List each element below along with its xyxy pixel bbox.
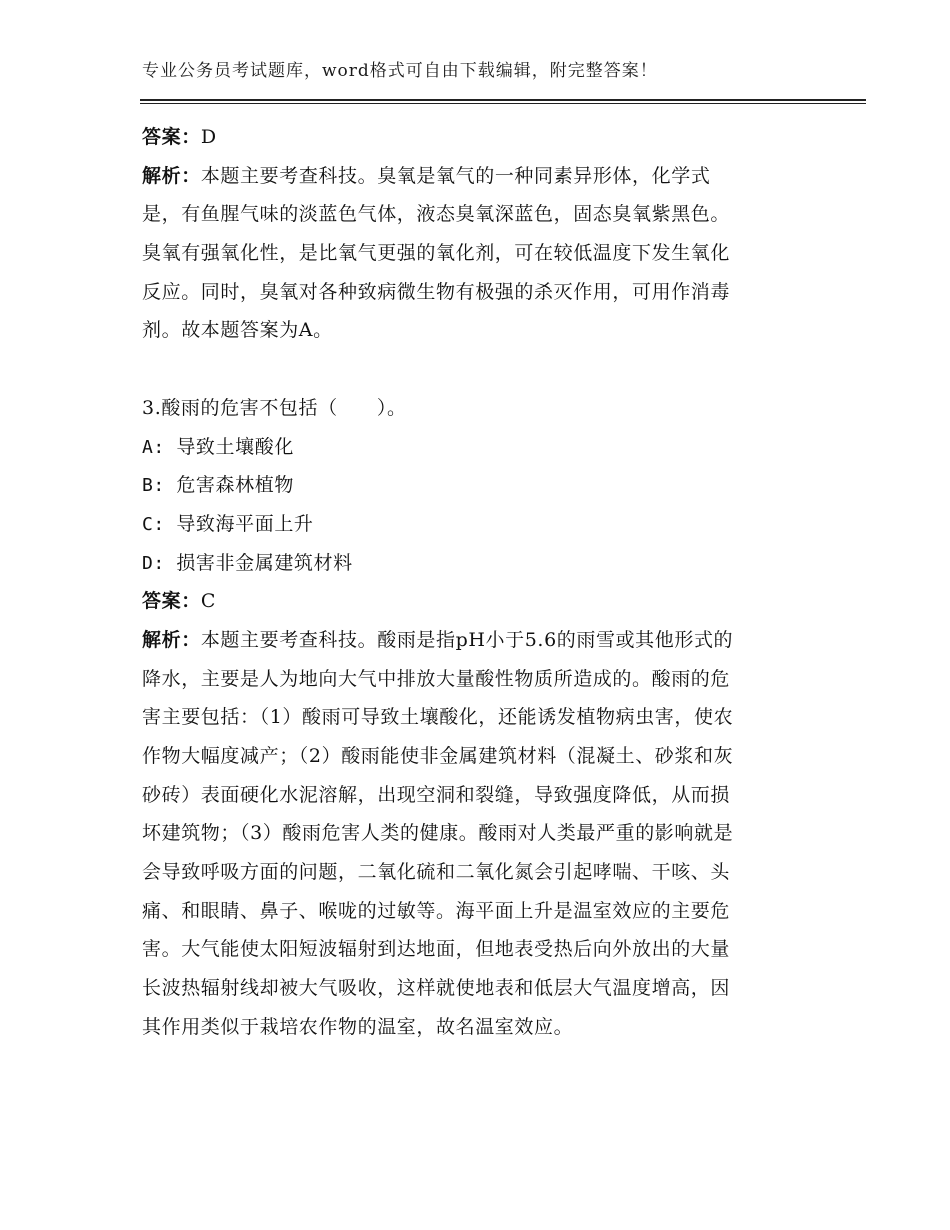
analysis-line: 会导致呼吸方面的问题，二氧化硫和二氧化氮会引起哮喘、干咳、头 <box>142 861 731 884</box>
answer-line <box>142 118 812 157</box>
analysis-line: 砂砖）表面硬化水泥溶解，出现空洞和裂缝，导致强度降低，从而损 <box>142 783 731 806</box>
analysis-label: 解析： <box>142 628 201 651</box>
analysis-line: 剂。故本题答案为A。 <box>142 319 333 342</box>
analysis-line: 长波热辐射线却被大气吸收，这样就使地表和低层大气温度增高，因 <box>142 977 731 1000</box>
header-rule-thick <box>140 99 866 101</box>
analysis-line <box>142 157 812 196</box>
page-header: 专业公务员考试题库，word格式可自由下载编辑，附完整答案！ <box>142 61 658 81</box>
option-key: C: <box>142 513 165 535</box>
analysis-line: 害主要包括：（1）酸雨可导致土壤酸化，还能诱发植物病虫害，使农 <box>142 706 734 729</box>
option-c <box>142 505 812 544</box>
answer-value: C <box>200 590 216 613</box>
analysis-line: 降水，主要是人为地向大气中排放大量酸性物质所造成的。酸雨的危 <box>142 667 731 690</box>
analysis-text: 本题主要考查科技。酸雨是指pH小于5.6的雨雪或其他形式的 <box>200 628 734 651</box>
analysis-line: 反应。同时，臭氧对各种致病微生物有极强的杀灭作用，可用作消毒 <box>142 280 731 303</box>
answer-value: D <box>200 126 217 148</box>
option-key: B: <box>142 475 165 497</box>
analysis-line: 作物大幅度减产；（2）酸雨能使非金属建筑材料（混凝土、砂浆和灰 <box>142 745 734 767</box>
option-key: A: <box>142 436 165 458</box>
answer-label: 答案： <box>142 590 201 613</box>
answer-label: 答案： <box>142 126 201 148</box>
option-text: 导致土壤酸化 <box>176 435 294 458</box>
analysis-line: 其作用类似于栽培农作物的温室，故名温室效应。 <box>142 1015 574 1038</box>
question-stem <box>142 389 812 428</box>
option-key: D: <box>142 552 165 574</box>
option-text: 损害非金属建筑材料 <box>176 551 353 574</box>
option-a <box>142 428 812 467</box>
option-b <box>142 466 812 505</box>
answer-line <box>142 582 812 621</box>
option-text: 危害森林植物 <box>176 474 294 497</box>
analysis-line: 臭氧有强氧化性，是比氧气更强的氧化剂，可在较低温度下发生氧化 <box>142 242 731 265</box>
analysis-label: 解析： <box>142 164 201 187</box>
document-body <box>142 118 812 1047</box>
analysis-line: 是，有鱼腥气味的淡蓝色气体，液态臭氧深蓝色，固态臭氧紫黑色。 <box>142 203 731 226</box>
option-d <box>142 544 812 583</box>
analysis-line: 痛、和眼睛、鼻子、喉咙的过敏等。海平面上升是温室效应的主要危 <box>142 899 731 922</box>
question-text: 3.酸雨的危害不包括（ ）。 <box>142 396 407 419</box>
option-text: 导致海平面上升 <box>176 512 314 535</box>
analysis-text: 本题主要考查科技。臭氧是氧气的一种同素异形体，化学式 <box>200 164 711 187</box>
analysis-line <box>142 621 812 660</box>
paragraph-gap <box>142 350 812 389</box>
analysis-line: 害。大气能使太阳短波辐射到达地面，但地表受热后向外放出的大量 <box>142 938 731 961</box>
analysis-line: 坏建筑物；（3）酸雨危害人类的健康。酸雨对人类最严重的影响就是 <box>142 822 734 845</box>
header-rule-thin <box>140 103 866 104</box>
